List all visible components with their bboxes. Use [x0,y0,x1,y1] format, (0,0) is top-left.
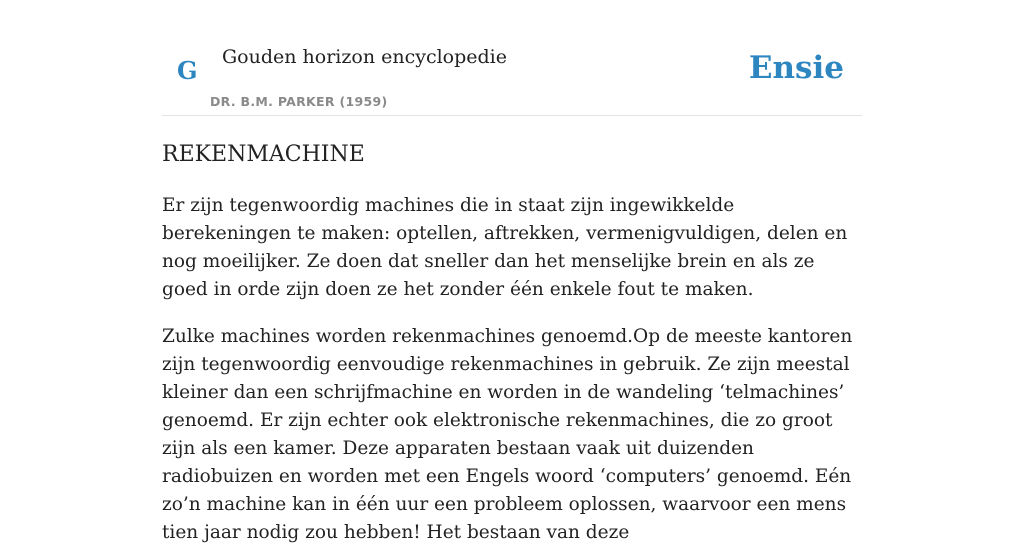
book-logo[interactable]: G [177,56,198,85]
article [162,140,862,547]
book-author: DR. B.M. PARKER (1959) [210,94,388,109]
ensie-logo-link[interactable]: Ensie [748,50,844,86]
article-paragraph: Zulke machines worden rekenmachines genoemd.Op de meeste kantoren zijn tegenwoordig eenvoudige rekenmachines in gebruik. Ze zijn meestal kleiner dan een schrijfmachine en worden in de wandeling ‘telmachines’ genoemd. Er zijn echter ook elektronische rekenmachines, die zo groot zijn als een kamer. Deze apparaten bestaan vaak uit duizenden radiobuizen en worden met een Engels woord ‘computers’ genoemd. Eén zo’n machine kan in één uur een probleem oplossen, waarvoor een mens tien jaar nodig zou hebben! Het bestaan van deze [162,326,853,543]
article-paragraph: Er zijn tegenwoordig machines die in staat zijn ingewikkelde berekeningen te maken: optellen, aftrekken, vermenigvuldigen, delen en nog moeilijker. Ze doen dat sneller dan het menselijke brein en als ze goed in orde zijn doen ze het zonder één enkele fout te maken. [162,195,848,300]
source-header [162,30,862,116]
book-title[interactable]: Gouden horizon encyclopedie [222,46,507,68]
article-headword: REKENMACHINE [162,142,365,167]
